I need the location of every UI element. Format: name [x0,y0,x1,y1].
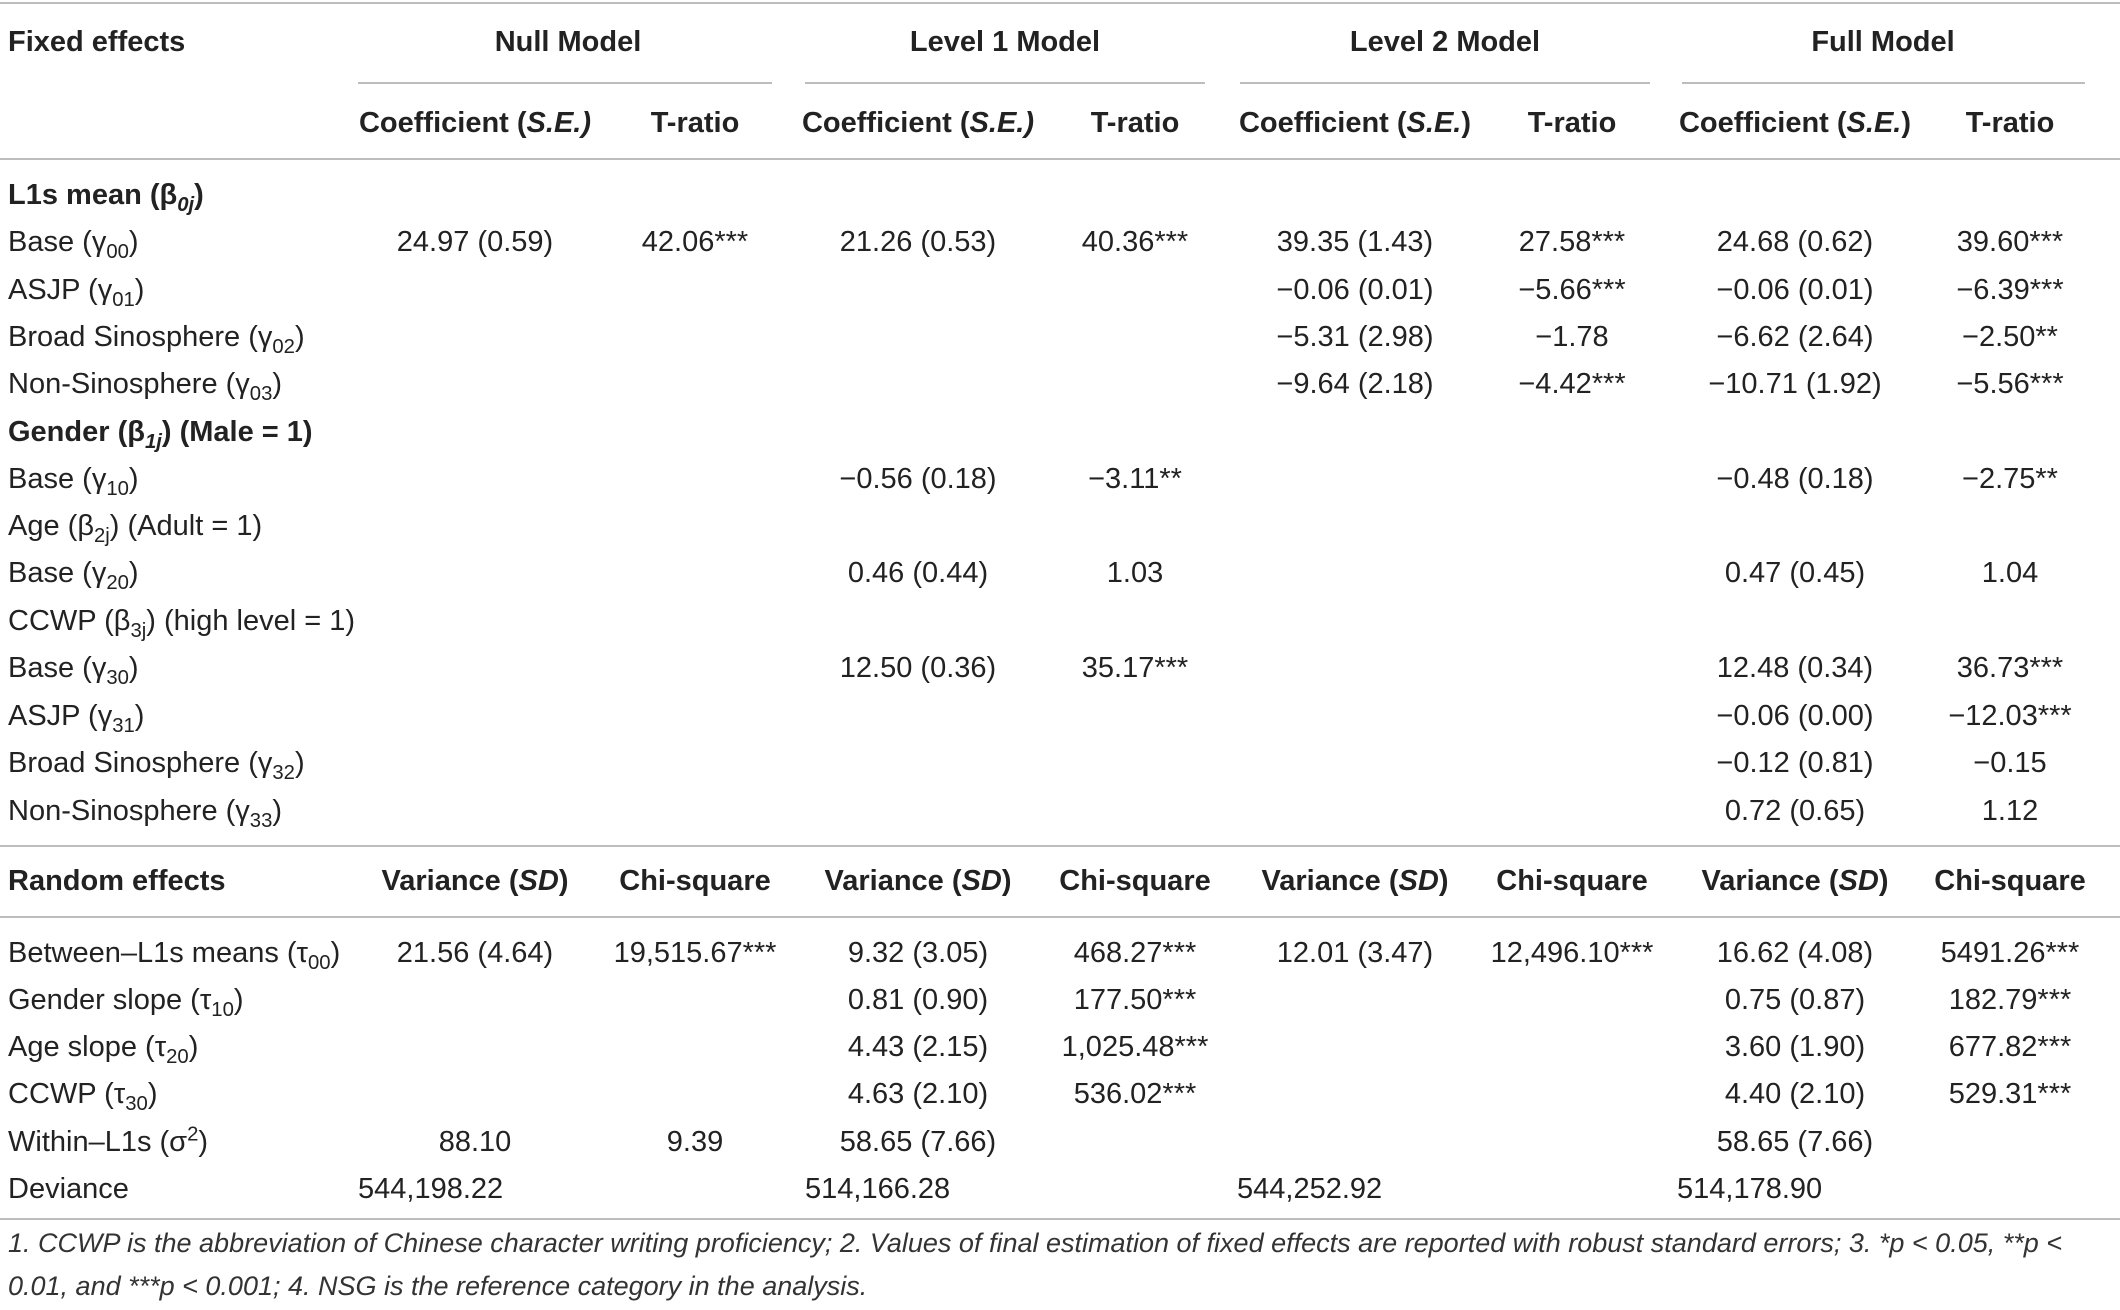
fixed-row-label: ASJP $(\gamma_{31})$ [8,700,145,737]
coef-header-2: Coefficient (S.E.) [801,107,1035,139]
fixed-row-value: 0.46 (0.44) [847,557,989,589]
random-row-value: 4.43 (2.15) [847,1031,989,1063]
random-row-value: 1,025.48*** [1061,1031,1209,1063]
fixed-row-value: 12.50 (0.36) [839,652,997,684]
fixed-row-value: 36.73*** [1956,652,2064,684]
ccwp-section: CCWP $(\beta_{3j})$ (high level = 1) [8,605,356,642]
fixed-row-value: 27.58*** [1518,226,1626,258]
random-row-value: 529.31*** [1948,1078,2072,1110]
fixed-row-value: 24.68 (0.62) [1716,226,1874,258]
fixed-row-value: 0.47 (0.45) [1724,557,1866,589]
fixed-row-value: −6.39*** [1956,274,2064,306]
coef-header-4: Coefficient (S.E.) [1678,107,1912,139]
deviance-value-3: 544,252.92 [1237,1173,1383,1205]
random-row-value: 9.32 (3.05) [847,937,989,969]
chi-square-header-4: Chi-square [1934,865,2086,897]
fixed-row-value: −5.56*** [1956,368,2064,400]
gender-section: Gender $(\beta_{1j})$ (Male = 1) [8,416,313,453]
fixed-row-label: Non-Sinosphere $(\gamma_{03})$ [8,368,283,405]
random-row-value: 3.60 (1.90) [1724,1031,1866,1063]
deviance-value-1: 544,198.22 [358,1173,504,1205]
coef-header-1: Coefficient (S.E.) [358,107,592,139]
random-row-label: Gender slope $(\tau_{10})$ [8,984,244,1021]
random-row-value: 177.50*** [1073,984,1197,1016]
fixed-row-value: −0.06 (0.01) [1716,274,1874,306]
random-row-label: Age slope $(\tau_{20})$ [8,1031,199,1068]
model-header-4: Full Model [1811,26,1955,58]
random-row-value: 536.02*** [1073,1078,1197,1110]
bottom-rule [0,1218,2120,1220]
t-ratio-header-1: T-ratio [650,107,740,139]
fixed-row-value: −5.31 (2.98) [1276,321,1434,353]
header-rule [0,158,2120,160]
age-section: Age $(\beta_{2j})$ (Adult = 1) [8,510,263,547]
fixed-row-value: −0.15 [1973,747,2047,779]
random-effects-header: Random effects [8,865,226,897]
random-row-value: 0.81 (0.90) [847,984,989,1016]
fixed-row-value: −2.50** [1962,321,2058,353]
fixed-row-value: 40.36*** [1081,226,1189,258]
chi-square-header-2: Chi-square [1059,865,1211,897]
top-rule [0,2,2120,4]
model-header-2: Level 1 Model [909,26,1101,58]
t-ratio-header-4: T-ratio [1965,107,2055,139]
fixed-row-value: 24.97 (0.59) [396,226,554,258]
fixed-row-value: −5.66*** [1518,274,1626,306]
fixed-row-value: −0.48 (0.18) [1716,463,1874,495]
fixed-row-label: Non-Sinosphere $(\gamma_{33})$ [8,795,283,832]
fixed-row-label: Broad Sinosphere $(\gamma_{02})$ [8,321,305,358]
random-row-value: 4.40 (2.10) [1724,1078,1866,1110]
fixed-row-label: Base $(\gamma_{00})$ [8,226,139,263]
variance-header-3: Variance (SD) [1261,865,1449,897]
fixed-row-value: −1.78 [1535,321,1609,353]
random-row-label: Between–L1s means $(\tau_{00})$ [8,937,341,974]
random-row-value: 677.82*** [1948,1031,2072,1063]
random-row-value: 58.65 (7.66) [839,1126,997,1158]
chi-square-header-3: Chi-square [1496,865,1648,897]
fixed-row-label: Base $(\gamma_{20})$ [8,557,139,594]
table-footnote: 1. CCWP is the abbreviation of Chinese character writing proficiency; 2. Values of final estimation of fixed effects are reported with robust standard errors; 3. *p < 0.05, **p < 0.01, and ***p < 0.001; 4. NSG is the reference category in the analysis. [8,1228,2063,1301]
random-row-value: 9.39 [666,1126,724,1158]
fixed-row-value: −9.64 (2.18) [1276,368,1434,400]
t-ratio-header-2: T-ratio [1090,107,1180,139]
fixed-row-value: −3.11** [1088,463,1182,495]
random-row-value: 12.01 (3.47) [1276,937,1434,969]
t-ratio-header-3: T-ratio [1527,107,1617,139]
random-row-value: 88.10 [438,1126,512,1158]
random-row-value: 4.63 (2.10) [847,1078,989,1110]
fixed-row-value: 39.60*** [1956,226,2064,258]
fixed-row-value: 0.72 (0.65) [1724,795,1866,827]
random-row-value: 16.62 (4.08) [1716,937,1874,969]
random-row-value: 0.75 (0.87) [1724,984,1866,1016]
fixed-row-value: 12.48 (0.34) [1716,652,1874,684]
random-row-label: CCWP $(\tau_{30})$ [8,1078,158,1115]
model-span-line-4 [1682,82,2085,84]
deviance-label: Deviance [8,1173,129,1205]
random-row-value: 468.27*** [1073,937,1197,969]
random-row-value: 58.65 (7.66) [1716,1126,1874,1158]
random-row-value: 21.56 (4.64) [396,937,554,969]
fixed-row-value: −10.71 (1.92) [1708,368,1882,400]
fixed-row-value: −6.62 (2.64) [1716,321,1874,353]
fixed-row-value: 1.04 [1981,557,2039,589]
coef-header-3: Coefficient (S.E.) [1238,107,1472,139]
random-row-value: 5491.26*** [1940,937,2080,969]
fixed-row-value: 42.06*** [641,226,749,258]
model-span-line-1 [358,82,772,84]
fixed-row-value: −0.06 (0.01) [1276,274,1434,306]
variance-header-1: Variance (SD) [381,865,569,897]
fixed-row-value: 39.35 (1.43) [1276,226,1434,258]
fixed-row-value: −0.06 (0.00) [1716,700,1874,732]
l1s-mean-section: L1s mean $(\beta_{0j})$ [8,179,204,216]
fixed-row-value: −0.12 (0.81) [1716,747,1874,779]
random-rule-bottom [0,916,2120,918]
random-row-value: 12,496.10*** [1490,937,1654,969]
fixed-row-label: Broad Sinosphere $(\gamma_{32})$ [8,747,305,784]
model-span-line-2 [805,82,1205,84]
fixed-row-value: −12.03*** [1948,700,2072,732]
fixed-row-value: 21.26 (0.53) [839,226,997,258]
deviance-value-4: 514,178.90 [1677,1173,1823,1205]
variance-header-4: Variance (SD) [1701,865,1889,897]
fixed-effects-header: Fixed effects [8,26,186,58]
fixed-row-value: 1.03 [1106,557,1164,589]
fixed-row-label: Base $(\gamma_{10})$ [8,463,139,500]
model-header-3: Level 2 Model [1349,26,1541,58]
model-header-1: Null Model [494,26,642,58]
fixed-row-label: Base $(\gamma_{30})$ [8,652,139,689]
fixed-row-value: −4.42*** [1518,368,1626,400]
random-row-value: 182.79*** [1948,984,2072,1016]
model-span-line-3 [1240,82,1650,84]
fixed-row-value: −0.56 (0.18) [839,463,997,495]
fixed-row-value: 1.12 [1981,795,2039,827]
random-row-label: Within–L1s $(\sigma^2)$ [8,1123,209,1158]
fixed-row-value: −2.75** [1962,463,2058,495]
chi-square-header-1: Chi-square [619,865,771,897]
random-row-value: 19,515.67*** [613,937,777,969]
variance-header-2: Variance (SD) [824,865,1012,897]
deviance-value-2: 514,166.28 [805,1173,951,1205]
random-rule-top [0,845,2120,847]
fixed-row-label: ASJP $(\gamma_{01})$ [8,274,145,311]
fixed-row-value: 35.17*** [1081,652,1189,684]
